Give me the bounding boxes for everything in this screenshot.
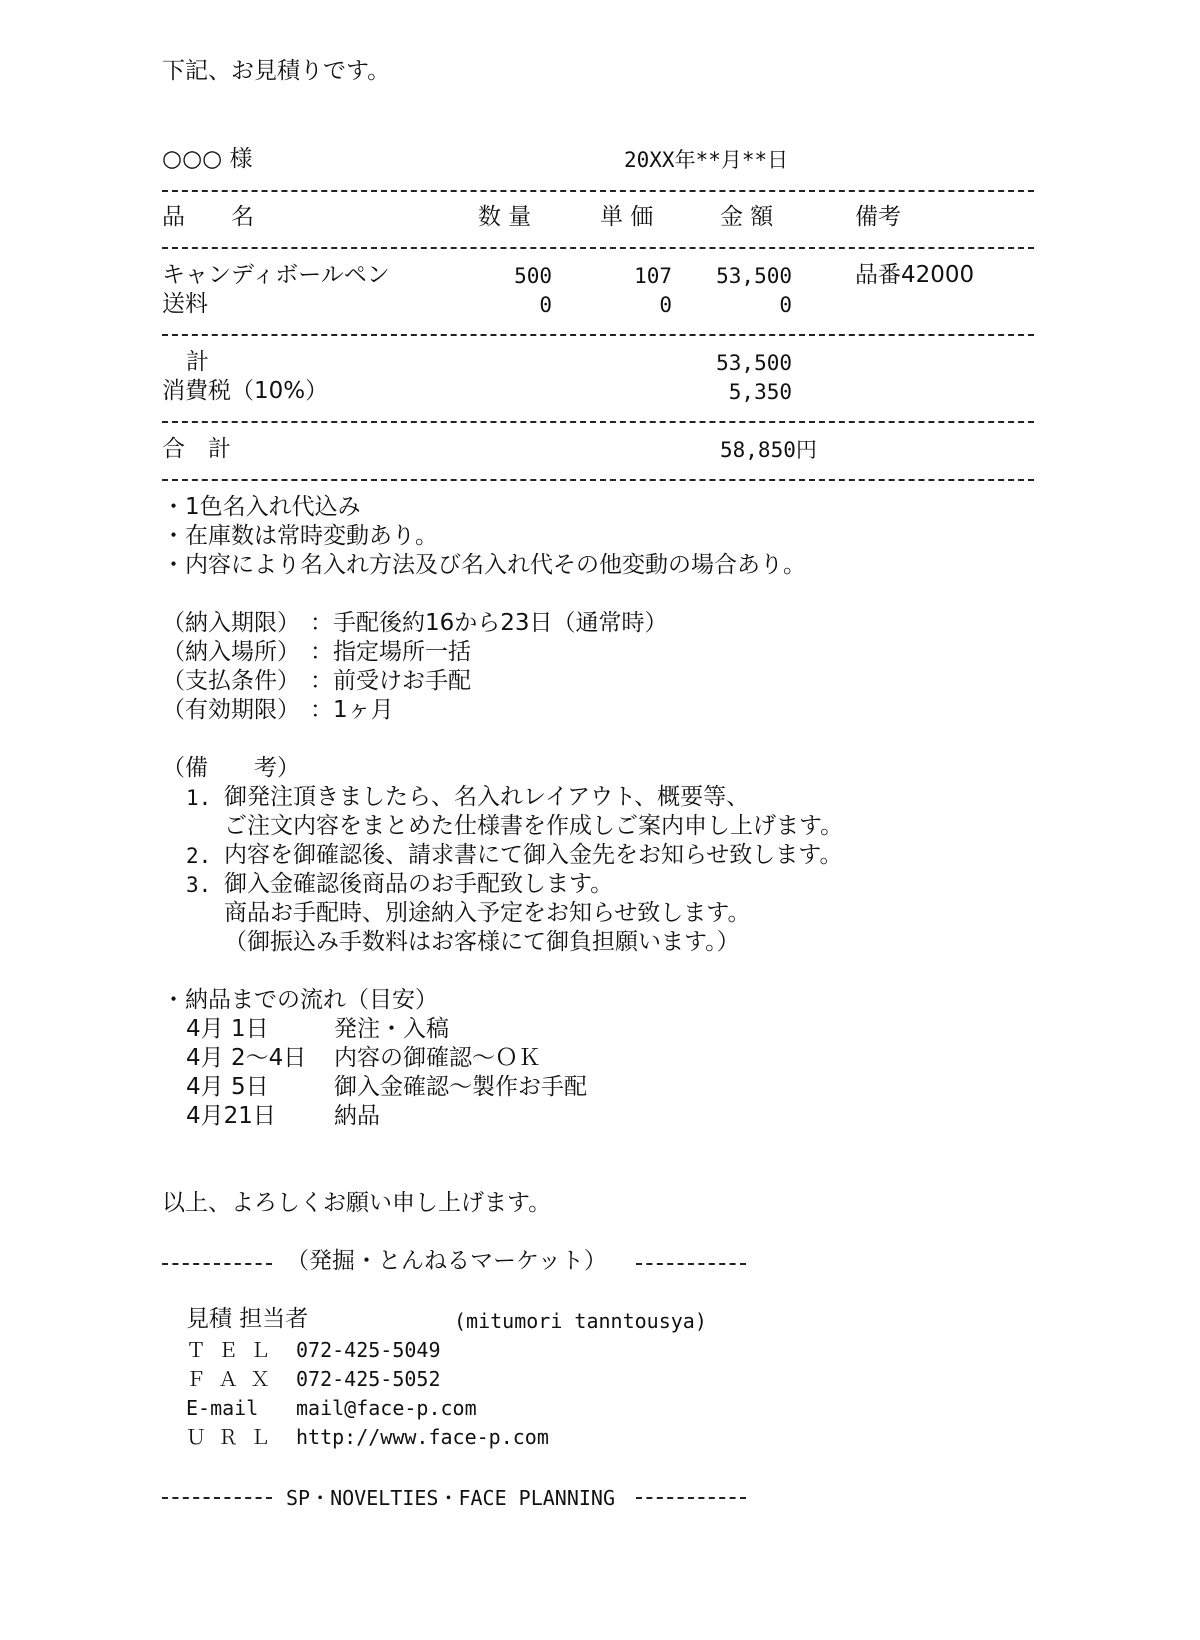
row-note: 品番42000 [855, 262, 975, 288]
closing-text: 以上、よろしくお願い申し上げます。 [162, 1190, 552, 1216]
row-qty: 0 [539, 293, 552, 317]
flow-date: 4月 5日 [186, 1074, 269, 1100]
header-unit-price: 単 価 [600, 204, 654, 230]
remarks-title: （備 考） [162, 755, 300, 781]
flow-date: 4月 2〜4日 [186, 1045, 307, 1071]
contact-person-name: (mitumori tanntousya) [454, 1309, 707, 1333]
contact-email: mail@face-p.com [296, 1396, 477, 1420]
header-qty: 数 量 [478, 204, 532, 230]
contact-label: Ｔ Ｅ Ｌ [186, 1338, 271, 1362]
contact-fax: 072-425-5052 [296, 1367, 441, 1391]
flow-title: ・納品までの流れ（目安） [162, 987, 438, 1013]
total-label: 合 計 [162, 436, 231, 462]
term-label: （支払条件） [162, 668, 300, 694]
subtotal-amount: 53,500 [716, 351, 792, 375]
divider [162, 421, 1034, 423]
divider [162, 247, 1034, 249]
footer-brand: SP・NOVELTIES・FACE PLANNING [286, 1486, 615, 1510]
header-note: 備考 [855, 204, 901, 230]
divider [162, 479, 1034, 481]
remark-number: 2. [186, 844, 212, 868]
flow-step: 御入金確認〜製作お手配 [334, 1074, 587, 1100]
term-value: ：指定場所一括 [310, 639, 471, 665]
contact-label: E-mail [186, 1396, 259, 1420]
remark-text: 御入金確認後商品のお手配致します。 [224, 871, 614, 897]
term-value: ：手配後約16から23日（通常時） [310, 610, 668, 636]
row-amount: 53,500 [716, 264, 792, 288]
row-item: キャンディボールペン [162, 262, 390, 288]
tax-label: 消費税（10%） [162, 378, 329, 404]
divider [162, 1497, 272, 1499]
remark-number: 1. [186, 786, 212, 810]
contact-label: Ｕ Ｒ Ｌ [186, 1425, 271, 1449]
header-amount: 金 額 [720, 204, 774, 230]
term-label: （納入期限） [162, 610, 300, 636]
divider [636, 1263, 746, 1265]
estimate-date: 20XX年**月**日 [624, 148, 789, 172]
row-unit-price: 0 [659, 293, 672, 317]
term-label: （有効期限） [162, 697, 300, 723]
flow-step: 納品 [334, 1103, 380, 1129]
recipient-name: ○○○ 様 [162, 146, 253, 172]
term-value: ：前受けお手配 [310, 668, 471, 694]
contact-tel: 072-425-5049 [296, 1338, 441, 1362]
contact-url: http://www.face-p.com [296, 1425, 549, 1449]
tax-amount: 5,350 [728, 380, 792, 404]
remark-number: 3. [186, 873, 212, 897]
term-label: （納入場所） [162, 639, 300, 665]
intro-text: 下記、お見積りです。 [162, 58, 391, 84]
divider [162, 190, 1034, 192]
note-bullet: ・1色名入れ代込み [162, 494, 361, 520]
row-amount: 0 [779, 293, 792, 317]
subtotal-label: 計 [186, 349, 209, 375]
row-item: 送料 [162, 291, 208, 317]
remark-text: 御発注頂きましたら、名入れレイアウト、概要等、 [224, 784, 750, 810]
remark-text: （御振込み手数料はお客様にて御負担願います。） [224, 929, 740, 955]
note-bullet: ・内容により名入れ方法及び名入れ代その他変動の場合あり。 [162, 552, 806, 578]
remark-text: 商品お手配時、別途納入予定をお知らせ致します。 [224, 900, 751, 926]
header-item: 品 名 [162, 204, 254, 230]
remark-text: 内容を御確認後、請求書にて御入金先をお知らせ致します。 [224, 842, 843, 868]
row-unit-price: 107 [634, 264, 672, 288]
divider [636, 1497, 746, 1499]
flow-step: 発注・入稿 [334, 1016, 449, 1042]
remark-text: ご注文内容をまとめた仕様書を作成しご案内申し上げます。 [224, 813, 844, 839]
note-bullet: ・在庫数は常時変動あり。 [162, 523, 438, 549]
contact-label: Ｆ Ａ Ｘ [186, 1367, 271, 1391]
row-qty: 500 [514, 264, 552, 288]
total-amount: 58,850円 [720, 438, 817, 462]
company-name: （発掘・とんねるマーケット） [286, 1248, 607, 1274]
flow-step: 内容の御確認〜ＯＫ [334, 1045, 541, 1071]
divider [162, 1263, 272, 1265]
divider [162, 334, 1034, 336]
contact-person-label: 見積 担当者 [186, 1306, 309, 1332]
term-value: ：1ヶ月 [310, 697, 394, 723]
flow-date: 4月21日 [186, 1103, 276, 1129]
flow-date: 4月 1日 [186, 1016, 269, 1042]
